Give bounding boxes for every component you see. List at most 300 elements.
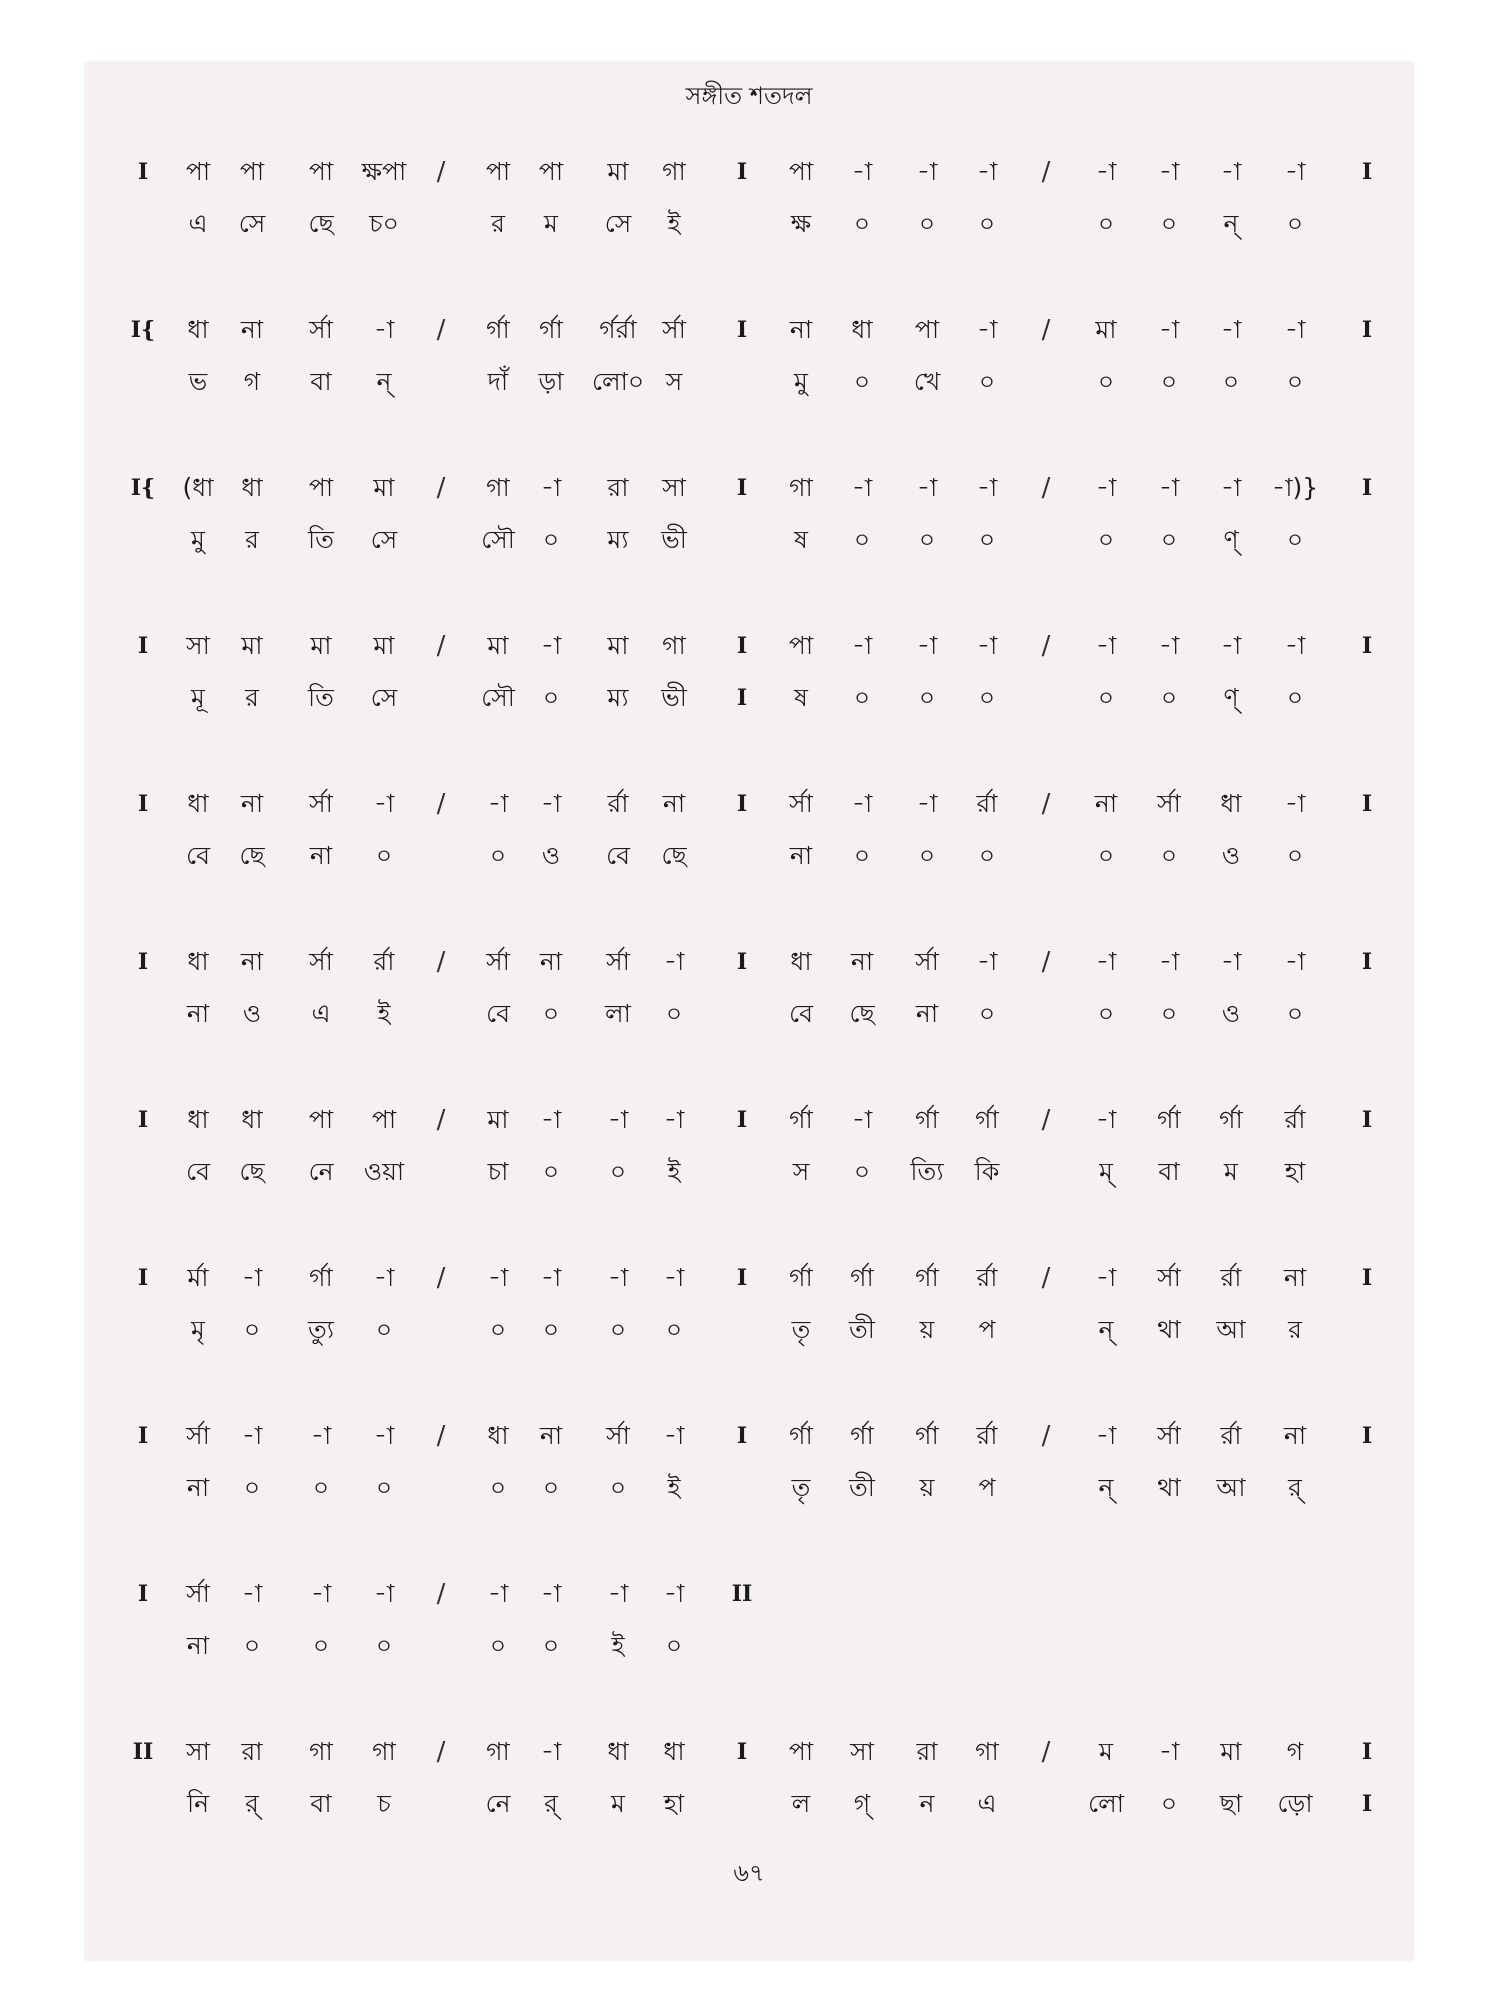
lyric-cell: ০ (978, 367, 996, 396)
note-cell: না (850, 947, 874, 976)
lyric-cell: বে (788, 999, 814, 1028)
note-cell: I (736, 475, 748, 501)
lyric-cell: ০ (853, 1157, 871, 1186)
lyric-cell: সৌ (481, 683, 515, 712)
lyric-cell: ০ (542, 1631, 560, 1660)
note-cell: I (137, 1423, 149, 1449)
lyric-cell: ০ (853, 683, 871, 712)
note-cell: I (1361, 475, 1373, 501)
note-cell: গা (662, 631, 686, 660)
note-cell: র্সা (309, 315, 333, 344)
lyric-cell: ছে (239, 841, 265, 870)
note-cell: I{ (130, 317, 156, 343)
note-cell: ধা (241, 473, 263, 502)
note-cell: -া (1284, 631, 1306, 660)
note-cell: র্রা (1220, 1263, 1242, 1292)
note-cell: -া (1095, 1105, 1117, 1134)
note-cell: / (436, 789, 446, 819)
note-cell: -া (373, 315, 395, 344)
note-cell: মা (1220, 1737, 1242, 1766)
lyric-cell: ০ (1286, 999, 1304, 1028)
note-cell: ধা (187, 947, 209, 976)
note-cell: -া (851, 1105, 873, 1134)
lyric-cell: ০ (243, 1631, 261, 1660)
lyric-cell: তৃ (791, 1473, 811, 1502)
lyric-cell: ছে (849, 999, 875, 1028)
note-cell: পা (239, 157, 265, 186)
lyric-cell: ষ (794, 525, 808, 554)
lyric-cell: ০ (542, 683, 560, 712)
note-cell: -া (1220, 315, 1242, 344)
lyric-cell: তী (849, 1315, 875, 1344)
lyric-cell: মু (191, 525, 205, 554)
note-cell: -া (976, 631, 998, 660)
lyric-cell: ০ (1160, 1789, 1178, 1818)
note-cell: / (436, 1737, 446, 1767)
note-cell: পা (485, 157, 511, 186)
lyric-cell: না (186, 1473, 210, 1502)
lyric-cell: তী (849, 1473, 875, 1502)
note-cell: র্সা (309, 947, 333, 976)
note-cell: I (137, 949, 149, 975)
note-cell: I (736, 791, 748, 817)
lyric-cell: ন্ (376, 367, 392, 396)
note-cell: র্গা (850, 1263, 874, 1292)
note-cell: র্গা (915, 1421, 939, 1450)
note-cell: র্রা (976, 789, 998, 818)
lyric-row (85, 1152, 1413, 1192)
lyric-cell: খে (913, 367, 941, 396)
lyric-cell: র্ (1288, 1473, 1302, 1502)
lyric-cell: মৃ (191, 1315, 205, 1344)
note-cell: -া (310, 1579, 332, 1608)
lyric-cell: ০ (312, 1473, 330, 1502)
note-cell: র্গা (915, 1263, 939, 1292)
lyric-cell: ই (667, 1473, 681, 1502)
lyric-cell: গ্ (853, 1789, 871, 1818)
lyric-cell: ০ (1097, 999, 1115, 1028)
note-cell: -া (1158, 315, 1180, 344)
notation-system (85, 468, 1413, 578)
notation-system (85, 784, 1413, 894)
note-cell: পা (308, 473, 334, 502)
note-cell: র্গা (789, 1105, 813, 1134)
lyric-cell: র (245, 683, 259, 712)
lyric-cell: ০ (243, 1473, 261, 1502)
lyric-cell: ও (1221, 841, 1241, 870)
lyric-cell: ম (544, 209, 558, 238)
note-cell: পা (538, 157, 564, 186)
lyric-cell: ড়া (538, 367, 564, 396)
lyric-cell: ০ (489, 1631, 507, 1660)
lyric-cell: ০ (978, 525, 996, 554)
lyric-cell: বা (310, 367, 332, 396)
swara-row (85, 1416, 1413, 1456)
lyric-cell: থা (1157, 1315, 1181, 1344)
note-cell: -া (1220, 631, 1242, 660)
notation-system (85, 1258, 1413, 1368)
lyric-cell: ০ (243, 1315, 261, 1344)
lyric-cell: আ (1216, 1473, 1246, 1502)
note-cell: -া (540, 1263, 562, 1292)
note-cell: রা (607, 473, 629, 502)
note-cell: সা (186, 1737, 210, 1766)
lyric-cell: ন্ (1098, 1315, 1114, 1344)
note-cell: র্সা (606, 1421, 630, 1450)
note-cell: না (1283, 1421, 1307, 1450)
note-cell: -া (487, 1263, 509, 1292)
note-cell: I (1361, 159, 1373, 185)
lyric-cell: সে (370, 683, 398, 712)
note-cell: র্গা (789, 1263, 813, 1292)
lyric-cell: ০ (978, 999, 996, 1028)
swara-row (85, 1732, 1413, 1772)
lyric-cell: নে (308, 1157, 334, 1186)
note-cell: -া (916, 157, 938, 186)
lyric-cell: ০ (665, 999, 683, 1028)
note-cell: না (1094, 789, 1118, 818)
note-cell: I (137, 1107, 149, 1133)
lyric-cell: ০ (918, 683, 936, 712)
note-cell: -া (540, 473, 562, 502)
lyric-cell: ই (667, 209, 681, 238)
lyric-cell: ম (1224, 1157, 1238, 1186)
notation-system (85, 1732, 1413, 1842)
note-cell: না (539, 947, 563, 976)
note-cell: -া (607, 1263, 629, 1292)
lyric-row (85, 362, 1413, 402)
swara-row (85, 310, 1413, 350)
lyric-cell: I (1361, 1791, 1373, 1817)
note-cell: -া (851, 789, 873, 818)
note-cell: গা (789, 473, 813, 502)
note-cell: I (137, 791, 149, 817)
note-cell: -া (241, 1579, 263, 1608)
lyric-cell: র্ (544, 1789, 558, 1818)
note-cell: র্গর্রা (599, 315, 637, 344)
note-cell: I{ (130, 475, 156, 501)
note-cell: -া (310, 1421, 332, 1450)
note-cell: -া (1220, 947, 1242, 976)
lyric-cell: ০ (978, 683, 996, 712)
note-cell: সা (850, 1737, 874, 1766)
lyric-cell: এ (188, 209, 208, 238)
lyric-cell: র (491, 209, 505, 238)
note-cell: I (1361, 1265, 1373, 1291)
lyric-cell: ও (541, 841, 561, 870)
lyric-row (85, 520, 1413, 560)
note-cell: ক্ষপা (361, 157, 407, 186)
note-cell: গা (486, 1737, 510, 1766)
note-cell: ম (1099, 1737, 1113, 1766)
lyric-cell: র (245, 525, 259, 554)
lyric-cell: ন্ (1223, 209, 1239, 238)
note-cell: -া (1158, 473, 1180, 502)
note-cell: সা (186, 631, 210, 660)
lyric-cell: ০ (1222, 367, 1240, 396)
note-cell: -া (241, 1263, 263, 1292)
lyric-cell: কি (974, 1157, 1000, 1186)
note-cell: -া (1158, 1737, 1180, 1766)
note-cell: -া (607, 1579, 629, 1608)
note-cell: I (1361, 1423, 1373, 1449)
note-cell: -া (851, 473, 873, 502)
lyric-cell: ই (611, 1631, 625, 1660)
note-cell: -া (916, 631, 938, 660)
note-cell: মা (487, 1105, 509, 1134)
note-cell: না (240, 315, 264, 344)
note-cell: I (137, 633, 149, 659)
lyric-cell: ম্য (607, 683, 629, 712)
lyric-row (85, 836, 1413, 876)
note-cell: -া (540, 1737, 562, 1766)
note-cell: / (1041, 157, 1051, 187)
note-cell: -া (373, 1579, 395, 1608)
note-cell: র্সা (186, 1421, 210, 1450)
lyric-cell: তৃ (791, 1315, 811, 1344)
note-cell: / (1041, 1263, 1051, 1293)
note-cell: ধা (187, 315, 209, 344)
lyric-cell: ০ (1160, 209, 1178, 238)
note-cell: -া (1095, 1263, 1117, 1292)
note-cell: ধা (790, 947, 812, 976)
note-cell: -া (1284, 157, 1306, 186)
note-cell: / (1041, 315, 1051, 345)
note-cell: পা (788, 631, 814, 660)
note-cell: র্সা (789, 789, 813, 818)
note-cell: / (1041, 789, 1051, 819)
note-cell: I (137, 159, 149, 185)
lyric-cell: না (915, 999, 939, 1028)
note-cell: I (736, 1107, 748, 1133)
note-cell: র্রা (976, 1421, 998, 1450)
lyric-cell: গ (243, 367, 261, 396)
note-cell: / (436, 1579, 446, 1609)
lyric-cell: ম্য (607, 525, 629, 554)
lyric-cell: ম্ (1099, 1157, 1113, 1186)
note-cell: সা (662, 473, 686, 502)
lyric-cell: ০ (542, 525, 560, 554)
lyric-cell: ০ (1097, 525, 1115, 554)
note-cell: পা (308, 1105, 334, 1134)
lyric-row (85, 1784, 1413, 1824)
note-cell: -া (1220, 157, 1242, 186)
lyric-cell: ভী (661, 683, 687, 712)
note-cell: / (1041, 1737, 1051, 1767)
lyric-row (85, 1468, 1413, 1508)
note-cell: গা (486, 473, 510, 502)
note-cell: র্গা (1219, 1105, 1243, 1134)
lyric-row (85, 678, 1413, 718)
note-cell: -া (663, 1579, 685, 1608)
note-cell: I (1361, 1739, 1373, 1765)
note-cell: -া (916, 789, 938, 818)
lyric-cell: র (1288, 1315, 1302, 1344)
swara-row (85, 152, 1413, 192)
lyric-cell: ০ (1160, 999, 1178, 1028)
lyric-cell: ই (377, 999, 391, 1028)
note-cell: -া)} (1271, 473, 1319, 502)
note-cell: র্সা (1157, 789, 1181, 818)
note-cell: -া (663, 1421, 685, 1450)
lyric-row (85, 994, 1413, 1034)
note-cell: না (1283, 1263, 1307, 1292)
score-page (85, 62, 1413, 1960)
lyric-cell: ০ (853, 841, 871, 870)
lyric-cell: ০ (375, 841, 393, 870)
lyric-cell: ০ (375, 1631, 393, 1660)
note-cell: / (1041, 1421, 1051, 1451)
note-cell: -া (373, 1263, 395, 1292)
lyric-cell: ক্ষ (790, 209, 812, 238)
note-cell: I (137, 1581, 149, 1607)
lyric-cell: ণ্ (1223, 683, 1239, 712)
note-cell: / (436, 947, 446, 977)
note-cell: I (736, 317, 748, 343)
note-cell: মা (487, 631, 509, 660)
note-cell: -া (663, 1263, 685, 1292)
lyric-cell: ০ (1097, 367, 1115, 396)
swara-row (85, 1100, 1413, 1140)
note-cell: গা (975, 1737, 999, 1766)
note-cell: -া (487, 789, 509, 818)
lyric-cell: ০ (1286, 367, 1304, 396)
note-cell: II (731, 1581, 753, 1607)
note-cell: র্গা (789, 1421, 813, 1450)
note-cell: -া (663, 947, 685, 976)
notation-system (85, 1574, 1413, 1684)
note-cell: I (736, 949, 748, 975)
lyric-cell: ০ (853, 525, 871, 554)
note-cell: I (1361, 1107, 1373, 1133)
note-cell: র্সা (606, 947, 630, 976)
page-number: ৬৭ (733, 1859, 765, 1887)
lyric-row (85, 1626, 1413, 1666)
note-cell: না (240, 947, 264, 976)
lyric-cell: ০ (1097, 841, 1115, 870)
note-cell: রা (916, 1737, 938, 1766)
lyric-cell: বে (485, 999, 511, 1028)
lyric-cell: য় (919, 1315, 935, 1344)
note-cell: র্গা (539, 315, 563, 344)
lyric-cell: ০ (489, 1315, 507, 1344)
note-cell: -া (1095, 947, 1117, 976)
note-cell: -া (976, 315, 998, 344)
note-cell: -া (1095, 631, 1117, 660)
lyric-cell: বে (605, 841, 631, 870)
note-cell: পা (788, 157, 814, 186)
note-cell: র্গা (1157, 1105, 1181, 1134)
note-cell: না (240, 789, 264, 818)
note-cell: মা (310, 631, 332, 660)
lyric-cell: ছে (308, 209, 334, 238)
note-cell: I (736, 1265, 748, 1291)
lyric-cell: তি (308, 525, 334, 554)
note-cell: / (436, 1421, 446, 1451)
note-cell: -া (1095, 473, 1117, 502)
lyric-cell: ছা (1219, 1789, 1243, 1818)
note-cell: না (539, 1421, 563, 1450)
note-cell: / (436, 315, 446, 345)
lyric-cell: হা (663, 1789, 685, 1818)
lyric-cell: থা (1157, 1473, 1181, 1502)
note-cell: গা (662, 157, 686, 186)
note-cell: গা (372, 1737, 396, 1766)
note-cell: -া (663, 1105, 685, 1134)
swara-row (85, 942, 1413, 982)
lyric-cell: সে (238, 209, 266, 238)
note-cell: / (1041, 631, 1051, 661)
lyric-cell: ০ (918, 841, 936, 870)
note-cell: র্গা (486, 315, 510, 344)
lyric-cell: সে (370, 525, 398, 554)
note-cell: মা (373, 631, 395, 660)
lyric-cell: ম (611, 1789, 625, 1818)
lyric-cell: চ (377, 1789, 391, 1818)
note-cell: র্গা (309, 1263, 333, 1292)
lyric-cell: চা (487, 1157, 509, 1186)
note-cell: র্সা (309, 789, 333, 818)
note-cell: -া (540, 1579, 562, 1608)
lyric-cell: ০ (665, 1315, 683, 1344)
lyric-cell: না (186, 1631, 210, 1660)
lyric-cell: ০ (375, 1315, 393, 1344)
swara-row (85, 784, 1413, 824)
note-cell: -া (1284, 947, 1306, 976)
note-cell: র্সা (186, 1579, 210, 1608)
note-cell: র্সা (662, 315, 686, 344)
lyric-cell: ত্যু (307, 1315, 334, 1344)
note-cell: পা (308, 157, 334, 186)
notation-system (85, 942, 1413, 1052)
lyric-cell: লা (605, 999, 631, 1028)
lyric-cell: ০ (312, 1631, 330, 1660)
lyric-cell: ০ (1286, 525, 1304, 554)
lyric-cell: বা (310, 1789, 332, 1818)
lyric-cell: ০ (978, 209, 996, 238)
note-cell: র্গা (915, 1105, 939, 1134)
note-cell: I (1361, 791, 1373, 817)
note-cell: / (1041, 473, 1051, 503)
note-cell: I (1361, 949, 1373, 975)
note-cell: র্রা (607, 789, 629, 818)
swara-row (85, 468, 1413, 508)
lyric-cell: ছে (239, 1157, 265, 1186)
lyric-cell: স (665, 367, 683, 396)
note-cell: র্রা (976, 1263, 998, 1292)
note-cell: -া (1158, 947, 1180, 976)
lyric-cell: ওয়া (363, 1157, 405, 1186)
note-cell: -া (1158, 631, 1180, 660)
lyric-cell: ষ (794, 683, 808, 712)
lyric-cell: ছে (661, 841, 687, 870)
lyric-cell: ও (242, 999, 262, 1028)
lyric-cell: ০ (542, 999, 560, 1028)
lyric-row (85, 1310, 1413, 1350)
lyric-cell: ০ (609, 1473, 627, 1502)
lyric-cell: ০ (918, 525, 936, 554)
lyric-cell: ০ (542, 1473, 560, 1502)
lyric-cell: ০ (375, 1473, 393, 1502)
lyric-cell: তি (308, 683, 334, 712)
lyric-cell: ০ (918, 209, 936, 238)
note-cell: গ (1286, 1737, 1304, 1766)
lyric-cell: সৌ (481, 525, 515, 554)
lyric-cell: আ (1216, 1315, 1246, 1344)
note-cell: I (736, 633, 748, 659)
note-cell: / (436, 1263, 446, 1293)
lyric-cell: ০ (542, 1315, 560, 1344)
